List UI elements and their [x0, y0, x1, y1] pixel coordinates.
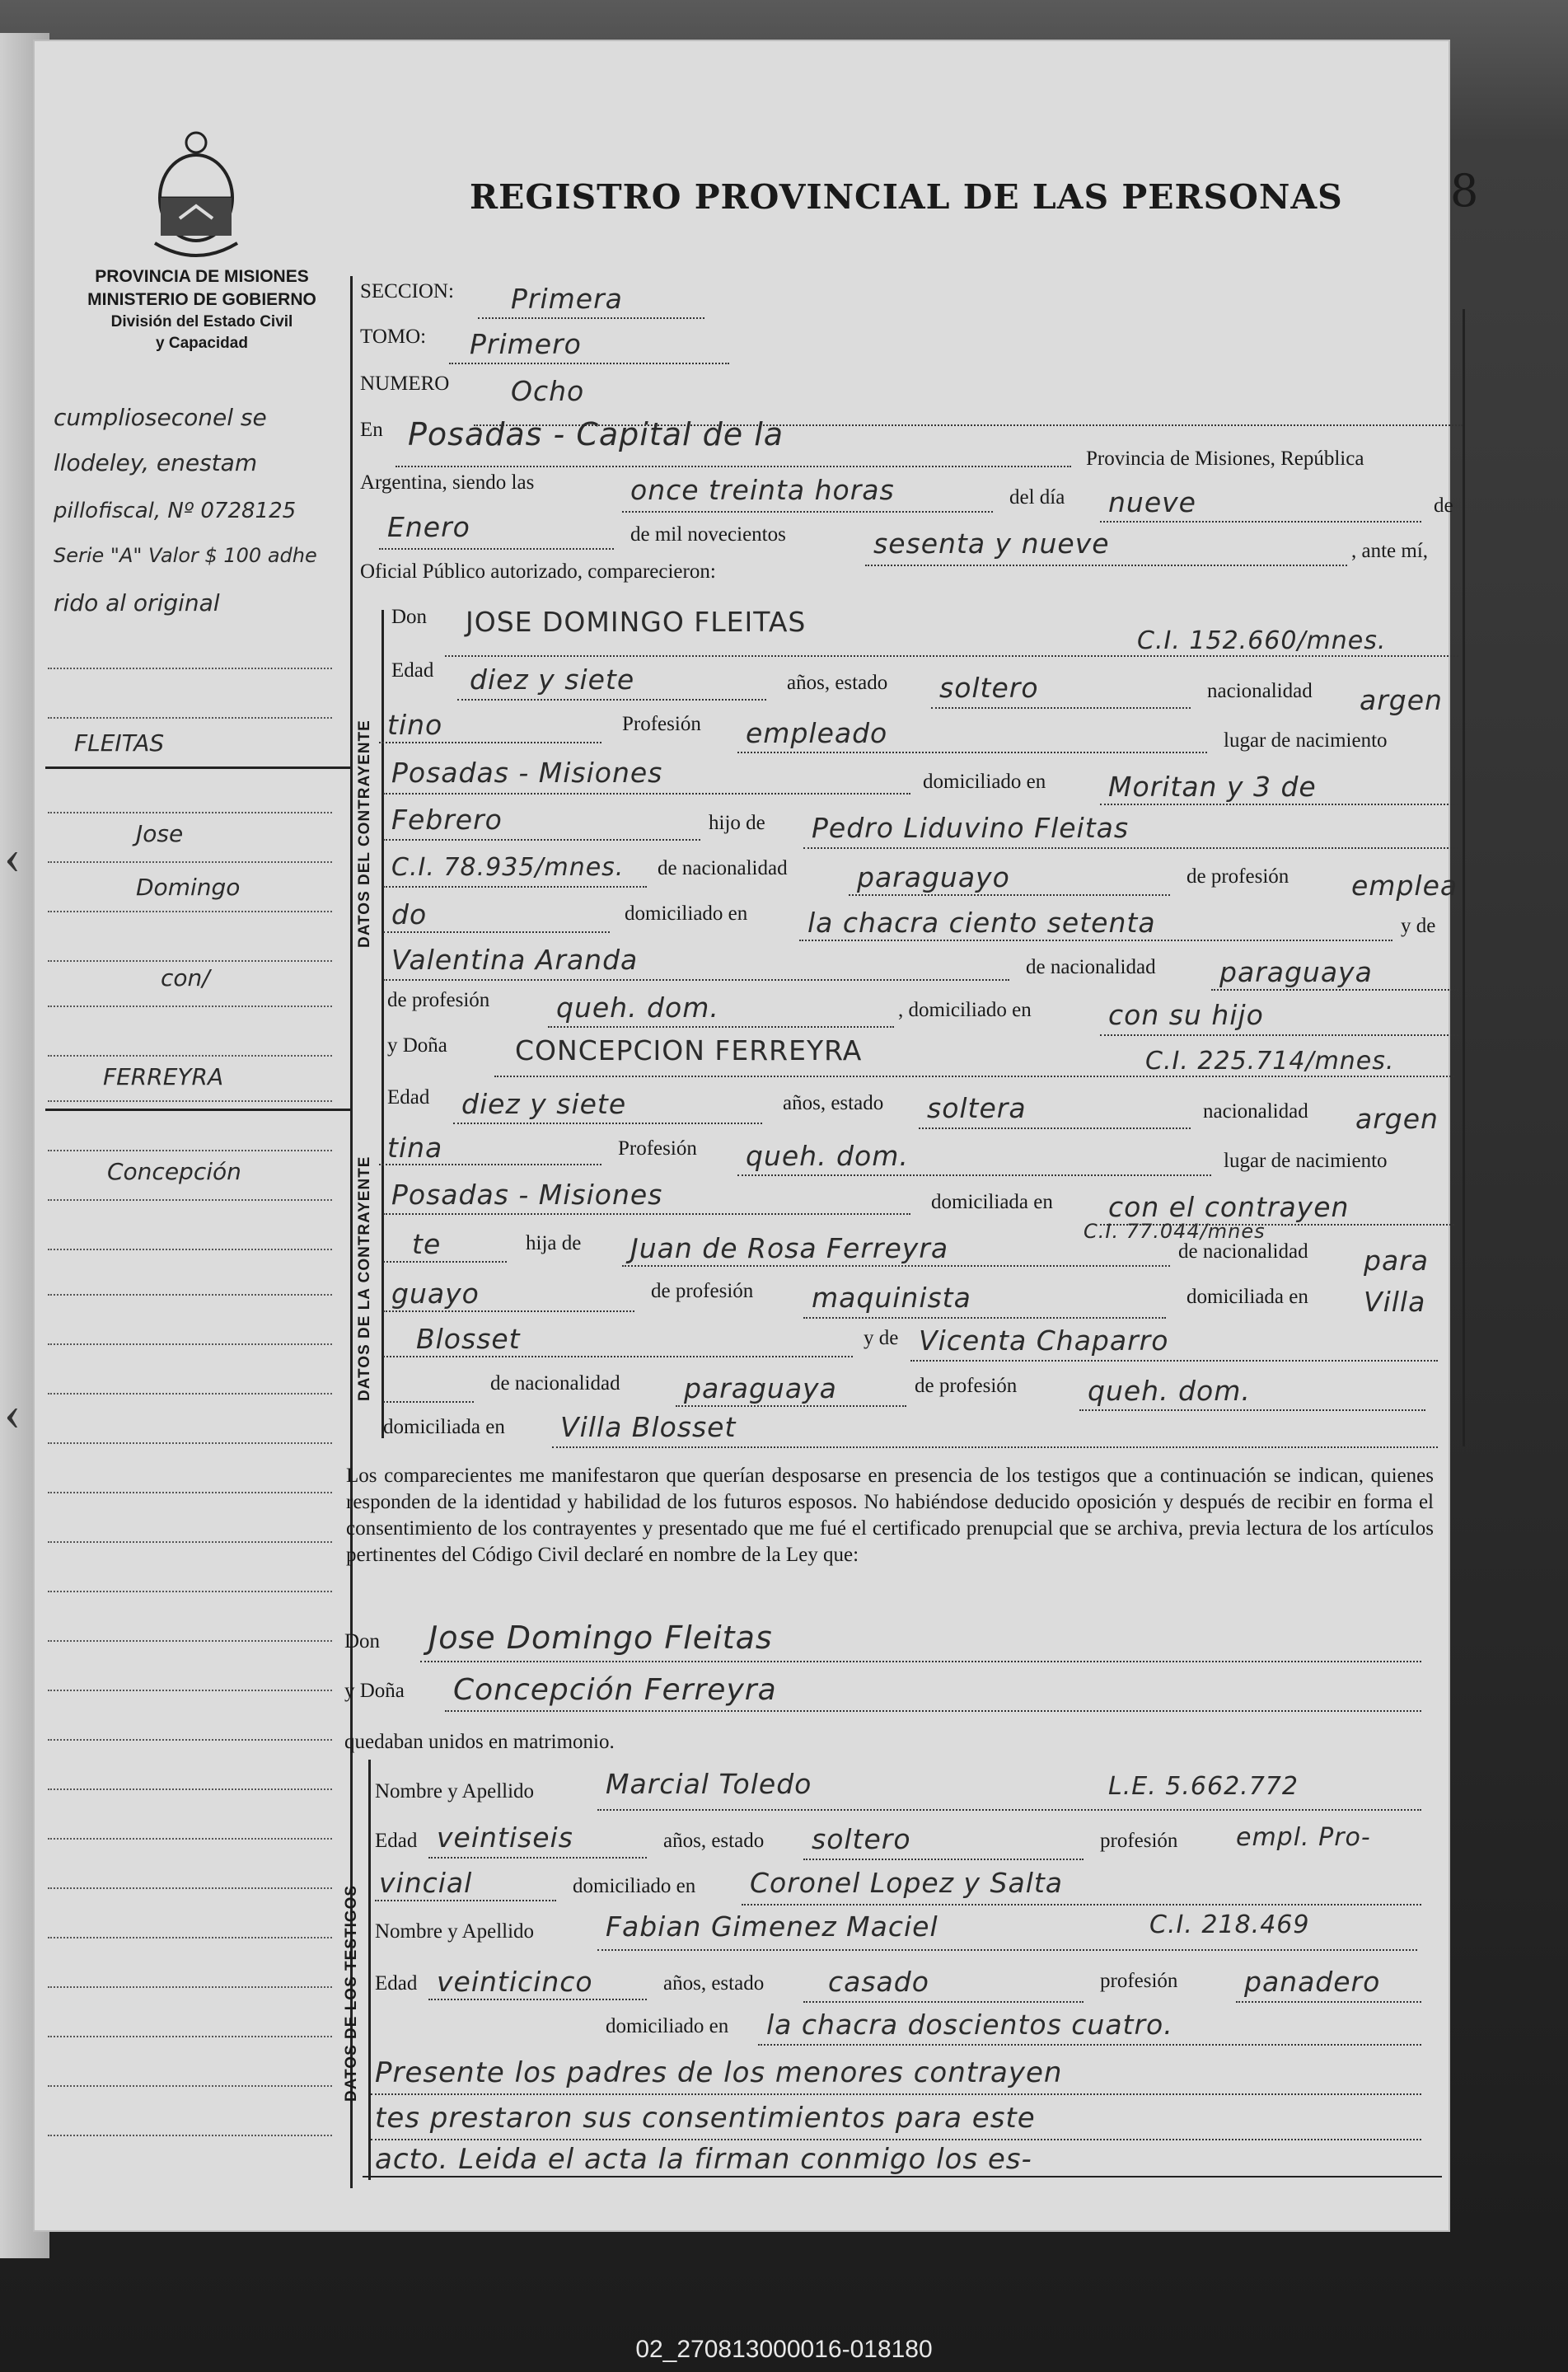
value-anio: sesenta y nueve [873, 527, 1110, 560]
label-nombre-apellido-2: Nombre y Apellido [375, 1920, 535, 1943]
bride-nac-a: argen [1355, 1103, 1439, 1135]
field-line [383, 886, 647, 888]
field-line [803, 847, 1458, 849]
field-line [383, 931, 610, 933]
label-oficial: Oficial Público autorizado, comparecieron: [360, 560, 716, 583]
label-profesion-w1: profesión [1100, 1830, 1178, 1852]
margin-rule [48, 911, 332, 912]
label-ante-mi: , ante mí, [1351, 540, 1429, 562]
margin-note-line: pillofiscal, Nº 0728125 [54, 499, 297, 523]
label-de-nacionalidad-3: de nacionalidad [1178, 1240, 1308, 1263]
label-tomo: TOMO: [360, 326, 427, 348]
field-line [758, 2044, 1421, 2046]
field-line [799, 940, 1392, 941]
margin-rule [48, 812, 332, 813]
witness-2-prof: panadero [1244, 1966, 1381, 1998]
bride-padre: Juan de Rosa Ferreyra [630, 1232, 949, 1264]
label-edad: Edad [391, 659, 434, 682]
field-line [383, 1261, 507, 1263]
margin-rule [48, 1739, 332, 1741]
folio-number: 8 [1450, 165, 1479, 217]
label-provincia: Provincia de Misiones, República [1086, 448, 1364, 470]
field-line [737, 752, 1207, 753]
bride-madre-nac: paraguaya [684, 1372, 837, 1404]
label-domiciliada: domiciliada en [931, 1191, 1053, 1213]
bottom-rule [363, 2176, 1442, 2177]
field-line [379, 742, 601, 743]
groom-madre: Valentina Aranda [391, 944, 639, 976]
groom-padre-prof-b: do [391, 898, 428, 931]
field-line [919, 1127, 1191, 1129]
union-dona: Concepción Ferreyra [453, 1673, 777, 1707]
right-border [1463, 309, 1465, 1446]
label-edad-w1: Edad [375, 1830, 418, 1852]
label-domiciliada-2: domiciliada en [1187, 1286, 1308, 1308]
union-don: Jose Domingo Fleitas [428, 1620, 773, 1656]
label-domiciliado-2: domiciliado en [625, 902, 748, 925]
label-de-profesion-3: de profesión [651, 1280, 754, 1302]
margin-rule [48, 2135, 332, 2136]
bride-ci: C.I. 225.714/mnes. [1145, 1047, 1395, 1076]
margin-rule [48, 1838, 332, 1840]
groom-padre: Pedro Liduvino Fleitas [812, 812, 1130, 844]
margin-rule [48, 1591, 332, 1592]
groom-nac-a: argen [1360, 684, 1443, 716]
groom-padre-ci: C.I. 78.935/mnes. [391, 853, 625, 882]
label-nacionalidad-2: nacionalidad [1203, 1100, 1308, 1123]
margin-divider-h2 [45, 1109, 350, 1111]
bride-estado: soltera [927, 1092, 1027, 1124]
bride-padre-dom-b: Blosset [416, 1323, 521, 1355]
bride-edad: diez y siete [461, 1088, 627, 1120]
field-line [1100, 804, 1458, 805]
field-line [494, 1076, 1454, 1077]
bride-padre-ci: C.I. 77.044/mnes [1084, 1220, 1266, 1243]
margin-rule [48, 1541, 332, 1543]
groom-estado: soltero [939, 672, 1039, 704]
field-line [383, 979, 1009, 981]
label-hija-de: hija de [526, 1232, 582, 1254]
margin-groom-name: Domingo [136, 874, 241, 901]
field-line [1079, 1409, 1425, 1411]
margin-note-line: llodeley, enestam [54, 449, 258, 476]
field-line [449, 363, 729, 364]
label-nombre-apellido: Nombre y Apellido [375, 1780, 535, 1802]
label-edad-2: Edad [387, 1086, 430, 1109]
field-line [1236, 2001, 1421, 2003]
label-lugar: lugar de nacimiento [1224, 729, 1388, 752]
margin-divider-h1 [45, 766, 350, 769]
margin-rule [48, 1492, 332, 1493]
margin-rule [48, 1150, 332, 1151]
bride-madre: Vicenta Chaparro [919, 1324, 1169, 1357]
bride-name: CONCEPCION FERREYRA [515, 1034, 863, 1066]
side-label-witnesses: DATOS DE LOS TESTIGOS [343, 1884, 360, 2102]
margin-rule [48, 717, 332, 719]
margin-rule [48, 1199, 332, 1201]
bride-padre-dom-a: Villa [1364, 1286, 1426, 1318]
value-dia: nueve [1108, 486, 1196, 518]
label-profesion-w2: profesión [1100, 1970, 1178, 1992]
label-anos-estado-w1: años, estado [663, 1830, 765, 1852]
label-de-profesion-4: de profesión [915, 1375, 1018, 1397]
label-dom-en: , domiciliado en [898, 999, 1032, 1021]
field-line [865, 565, 1347, 566]
groom-domicilio-b: Febrero [391, 804, 503, 836]
margin-arrow-icon: ‹ [4, 829, 21, 884]
label-don-union: Don [344, 1630, 381, 1652]
label-de-profesion-2: de profesión [387, 989, 490, 1011]
coat-of-arms-icon [147, 128, 246, 260]
value-mes: Enero [387, 511, 470, 543]
value-lugar: Posadas - Capital de la [408, 416, 784, 452]
field-line [622, 511, 993, 513]
field-line [371, 2093, 1421, 2095]
label-argentina: Argentina, siendo las [360, 471, 535, 494]
margin-bride-name: Concepción [107, 1158, 241, 1185]
margin-rule [48, 1100, 332, 1102]
image-caption: 02_270813000016-018180 [635, 2336, 933, 2363]
field-line [742, 1904, 1421, 1906]
field-line [379, 548, 614, 550]
witness-1-name: Marcial Toledo [606, 1768, 812, 1800]
field-line [597, 1809, 1421, 1811]
label-y-dona: y Doña [387, 1034, 447, 1057]
margin-note-line: Serie "A" Valor $ 100 adhe [54, 544, 317, 567]
margin-rule [48, 1055, 332, 1057]
field-line [420, 1661, 1421, 1662]
side-label-bride: DATOS DE LA CONTRAYENTE [356, 1156, 373, 1401]
field-line [371, 2139, 1421, 2140]
value-tomo: Primero [470, 328, 582, 360]
side-label-groom: DATOS DEL CONTRAYENTE [356, 720, 373, 948]
field-line [552, 1446, 1438, 1448]
label-de-nacionalidad-2: de nacionalidad [1026, 956, 1156, 978]
groom-padre-prof-a: emplea [1351, 870, 1458, 902]
margin-connector: con/ [161, 964, 210, 991]
label-edad-w2: Edad [375, 1972, 418, 1995]
field-line [548, 1026, 894, 1028]
groom-profesion: empleado [746, 717, 888, 749]
groom-nacimiento: Posadas - Misiones [391, 757, 663, 789]
label-profesion: Profesión [622, 713, 701, 735]
field-line [428, 1857, 647, 1859]
label-del-dia: del día [1009, 486, 1065, 509]
label-de: de [1434, 495, 1453, 517]
margin-rule [48, 960, 332, 962]
bride-domicilio-a: con el contrayen [1108, 1191, 1350, 1223]
witness-2-edad: veinticinco [437, 1966, 593, 1998]
margin-rule [48, 1442, 332, 1444]
margin-rule [48, 1788, 332, 1790]
witness-1-dom: Coronel Lopez y Salta [750, 1867, 1064, 1899]
label-lugar-2: lugar de nacimiento [1224, 1150, 1388, 1172]
witness-bracket [368, 1760, 371, 2180]
margin-rule [48, 1640, 332, 1642]
margin-rule [48, 1393, 332, 1395]
bride-padre-prof: maquinista [812, 1282, 971, 1314]
office-division-2: y Capacidad [156, 335, 248, 352]
field-line [737, 1174, 1211, 1176]
field-line [457, 699, 766, 701]
field-line [383, 1356, 853, 1357]
groom-ci: C.I. 152.660/mnes. [1137, 626, 1387, 655]
page-title: REGISTRO PROVINCIAL DE LAS PERSONAS [470, 177, 1343, 217]
label-anos-estado-2: años, estado [783, 1092, 884, 1114]
issuing-office [58, 265, 346, 354]
office-province: PROVINCIA DE MISIONES [95, 267, 309, 286]
closing-line: Presente los padres de los menores contrayen [375, 2056, 1063, 2089]
margin-note-line: rido al original [54, 589, 220, 616]
witness-2-dom: la chacra doscientos cuatro. [766, 2009, 1173, 2041]
field-line [383, 1213, 910, 1215]
label-mil: de mil novecientos [630, 523, 786, 546]
groom-domicilio-a: Moritan y 3 de [1108, 771, 1317, 803]
groom-bracket [381, 610, 384, 1038]
label-hijo-de: hijo de [709, 812, 765, 834]
field-line [597, 1949, 1417, 1951]
label-de-nacionalidad-4: de nacionalidad [490, 1372, 620, 1395]
field-line [383, 1401, 474, 1403]
margin-rule [48, 1986, 332, 1988]
label-y-de: y de [1401, 915, 1436, 937]
closing-line: tes prestaron sus consentimientos para este [375, 2102, 1036, 2135]
groom-edad: diez y siete [470, 663, 635, 696]
field-line [803, 1859, 1084, 1860]
register-page [33, 40, 1450, 2232]
witness-2-name: Fabian Gimenez Maciel [606, 1910, 938, 1943]
label-y-dona-union: y Doña [344, 1680, 405, 1702]
field-line [453, 1123, 762, 1124]
field-line [1211, 989, 1458, 991]
label-nacionalidad: nacionalidad [1207, 680, 1313, 702]
margin-groom-surname: FLEITAS [74, 729, 165, 757]
label-domiciliado-w2: domiciliado en [606, 2015, 729, 2037]
bride-padre-nac-b: guayo [391, 1277, 480, 1310]
label-y-de-2: y de [864, 1327, 899, 1349]
office-division: División del Estado Civil [110, 313, 293, 330]
margin-bride-surname: FERREYRA [103, 1063, 224, 1090]
witness-1-prof-b: vincial [379, 1867, 473, 1899]
witness-1-doc: L.E. 5.662.772 [1108, 1772, 1299, 1801]
margin-groom-name: Jose [136, 820, 184, 847]
groom-name: JOSE DOMINGO FLEITAS [466, 606, 807, 638]
field-line [676, 1405, 906, 1407]
witness-1-prof-a: empl. Pro- [1236, 1823, 1371, 1852]
groom-madre-dom: con su hijo [1108, 999, 1264, 1031]
label-de-profesion: de profesión [1187, 865, 1290, 888]
field-line [379, 1164, 601, 1165]
groom-madre-nac: paraguaya [1219, 956, 1373, 988]
label-domiciliada-3: domiciliada en [383, 1416, 505, 1438]
margin-rule [48, 1887, 332, 1889]
field-line [910, 1360, 1438, 1362]
value-hora: once treinta horas [630, 474, 895, 506]
field-line [803, 1317, 1166, 1319]
bride-nacimiento: Posadas - Misiones [391, 1179, 663, 1211]
bride-domicilio-b: te [412, 1228, 442, 1260]
bride-nac-b: tina [387, 1132, 443, 1164]
field-line [1100, 1034, 1458, 1036]
value-seccion: Primera [511, 283, 623, 315]
field-line [396, 466, 1071, 467]
field-line [445, 1710, 1421, 1712]
label-en: En [360, 419, 383, 441]
bride-madre-prof: queh. dom. [1088, 1375, 1251, 1407]
field-line [478, 317, 704, 319]
margin-rule [48, 1249, 332, 1250]
margin-note-line: cumplioseconel se [54, 404, 267, 431]
label-anos-estado: años, estado [787, 672, 888, 694]
margin-rule [48, 1937, 332, 1938]
witness-2-doc: C.I. 218.469 [1149, 1910, 1310, 1939]
field-line [445, 655, 1458, 657]
margin-rule [48, 1690, 332, 1691]
field-line [849, 894, 1170, 896]
bride-bracket [381, 1034, 384, 1438]
label-numero: NUMERO [360, 373, 450, 395]
groom-padre-dom: la chacra ciento setenta [807, 907, 1156, 939]
margin-rule [48, 861, 332, 863]
groom-padre-nac: paraguayo [857, 861, 1010, 893]
margin-rule [48, 2036, 332, 2037]
field-line [383, 1310, 634, 1312]
groom-nac-b: tino [387, 709, 443, 741]
bride-profesion: queh. dom. [746, 1140, 909, 1172]
label-profesion-2: Profesión [618, 1137, 697, 1160]
label-quedaban: quedaban unidos en matrimonio. [344, 1731, 615, 1753]
bride-padre-nac-a: para [1364, 1245, 1429, 1277]
label-don: Don [391, 606, 428, 628]
label-domiciliado: domiciliado en [923, 771, 1046, 793]
field-line [375, 1900, 556, 1901]
field-line [383, 793, 910, 795]
label-domiciliado-w1: domiciliado en [573, 1875, 696, 1897]
witness-1-edad: veintiseis [437, 1821, 573, 1854]
field-line [622, 1265, 1170, 1267]
label-de-nacionalidad: de nacionalidad [658, 857, 788, 879]
field-line [1100, 521, 1421, 523]
label-seccion: SECCION: [360, 280, 454, 302]
field-line [803, 2001, 1084, 2003]
margin-rule [48, 2085, 332, 2087]
groom-madre-prof: queh. dom. [556, 991, 719, 1024]
value-numero: Ocho [511, 375, 585, 407]
margin-rule [48, 1343, 332, 1345]
closing-line: acto. Leida el acta la firman conmigo los es- [375, 2143, 1032, 2176]
field-line [383, 839, 700, 841]
field-line [428, 1999, 647, 2000]
witness-2-estado: casado [828, 1966, 929, 1998]
office-ministry: MINISTERIO DE GOBIERNO [87, 290, 316, 309]
margin-rule [48, 1006, 332, 1007]
margin-rule [48, 668, 332, 669]
field-line [931, 707, 1191, 709]
margin-rule [48, 1294, 332, 1296]
bride-madre-dom: Villa Blosset [560, 1411, 737, 1443]
margin-arrow-icon: ‹ [4, 1385, 21, 1440]
witness-1-estado: soltero [812, 1823, 911, 1855]
statement-paragraph: Los comparecientes me manifestaron que querían desposarse en presencia de los testigos que a continuación se indican, quienes responden de la identidad y habilidad de los futuros esposos. No habiéndose deducido oposición y después de recibir en forma el consentimiento de los contrayentes y presentado que me fué el certificado prenupcial que se archiva, previa lectura de los artículos pertinentes del Código Civil declaré en nombre de la Ley que: [346, 1465, 1434, 1566]
label-anos-estado-w2: años, estado [663, 1972, 765, 1995]
